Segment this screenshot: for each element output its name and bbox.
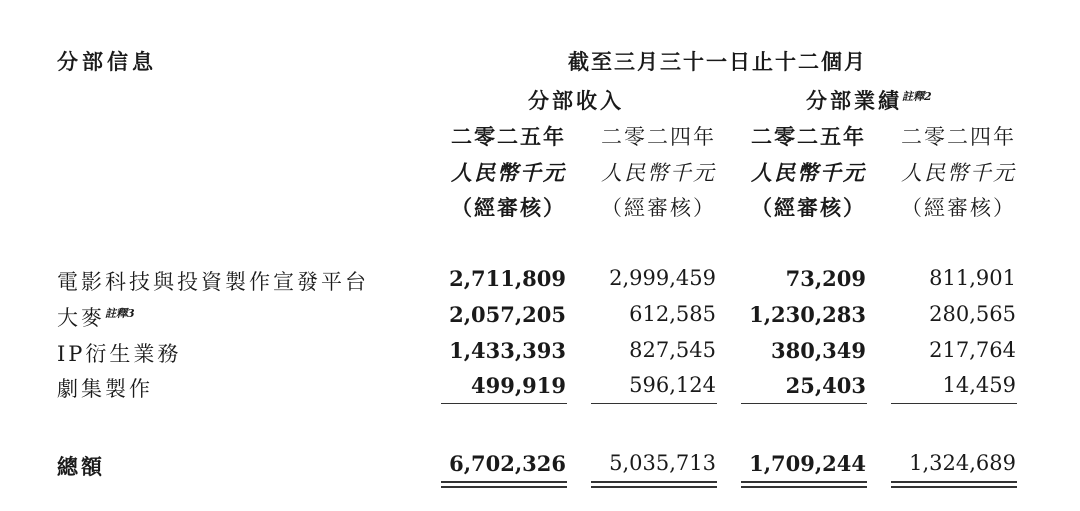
table-cell: 2,999,459 (609, 266, 716, 290)
total-double-rule (441, 481, 567, 488)
table-cell: 14,459 (942, 373, 1016, 397)
table-cell: 827,545 (629, 338, 716, 362)
row-label-text: 大麥 (57, 306, 105, 330)
group-header-revenue (528, 85, 624, 115)
group-header-results (806, 85, 932, 115)
total-double-rule (891, 481, 1017, 488)
group-label: 分部業績 (806, 88, 902, 113)
table-cell: 73,209 (785, 266, 866, 291)
table-cell: 811,901 (929, 266, 1016, 290)
table-cell: 217,764 (929, 338, 1016, 362)
total-label: 總額 (57, 454, 105, 479)
total-cell: 5,035,713 (609, 451, 716, 475)
total-cell: 6,702,326 (449, 451, 566, 476)
table-cell: 596,124 (629, 373, 716, 397)
total-cell: 1,324,689 (909, 451, 1016, 475)
subtotal-rule (891, 403, 1017, 404)
total-cell: 1,709,244 (749, 451, 866, 476)
table-cell: 2,057,205 (449, 302, 566, 327)
table-cell: 612,585 (629, 302, 716, 326)
group-label: 分部收入 (528, 88, 624, 113)
col4-year: 二零二四年 (901, 125, 1016, 149)
table-cell: 2,711,809 (449, 266, 566, 291)
col4-unit: 人民幣千元 (901, 161, 1016, 185)
table-cell: 25,403 (785, 373, 866, 398)
col3-status: （經審核） (751, 195, 866, 220)
table-cell: 380,349 (771, 338, 866, 363)
subtotal-rule (741, 403, 867, 404)
total-double-rule (741, 481, 867, 488)
total-double-rule (591, 481, 717, 488)
footnote-marker: 註釋2 (902, 90, 932, 103)
col2-year: 二零二四年 (601, 125, 716, 149)
col2-unit: 人民幣千元 (601, 161, 716, 185)
row-label: IP衍生業務 (57, 342, 182, 366)
col3-unit: 人民幣千元 (751, 160, 866, 185)
subtotal-rule (591, 403, 717, 404)
period-header: 截至三月三十一日止十二個月 (568, 49, 867, 74)
col4-status: （經審核） (901, 196, 1016, 220)
table-cell: 499,919 (471, 373, 566, 398)
col1-unit: 人民幣千元 (451, 160, 566, 185)
col3-year: 二零二五年 (751, 124, 866, 149)
col1-year: 二零二五年 (451, 124, 566, 149)
row-label (57, 302, 135, 332)
table-cell: 1,433,393 (449, 338, 566, 363)
table-cell: 280,565 (929, 302, 1016, 326)
section-title: 分部信息 (57, 49, 157, 74)
col2-status: （經審核） (601, 196, 716, 220)
subtotal-rule (441, 403, 567, 404)
table-cell: 1,230,283 (749, 302, 866, 327)
col1-status: （經審核） (451, 195, 566, 220)
row-label: 電影科技與投資製作宣發平台 (57, 270, 369, 294)
footnote-marker: 註釋3 (105, 307, 135, 320)
row-label: 劇集製作 (57, 377, 153, 401)
